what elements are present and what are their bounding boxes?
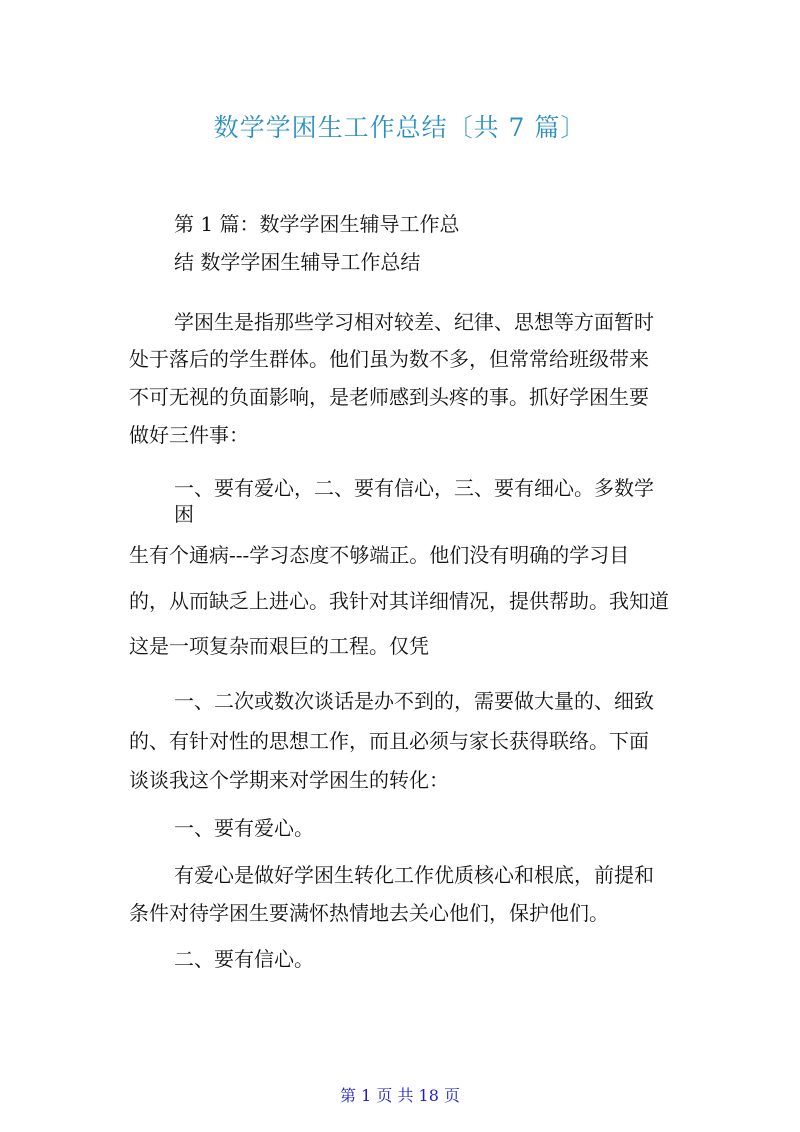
paragraph-line: 不可无视的负面影响，是老师感到头疼的事。抓好学困生要 [129,385,649,409]
section-heading-line: 第 1 篇：数学学困生辅导工作总 [174,212,460,236]
paragraph-line: 生有个通病---学习态度不够端正。他们没有明确的学习目 [129,543,630,567]
section-heading-line: 结 数学学困生辅导工作总结 [174,250,421,274]
paragraph-line: 谈谈我这个学期来对学困生的转化： [129,768,449,792]
paragraph-line: 一、要有爱心，二、要有信心，三、要有细心。多数学 [174,476,654,500]
paragraph-line: 的、有针对性的思想工作，而且必须与家长获得联络。下面 [129,729,649,753]
paragraph-line: 有爱心是做好学困生转化工作优质核心和根底，前提和 [174,863,654,887]
paragraph-line: 处于落后的学生群体。他们虽为数不多，但常常给班级带来 [129,347,649,371]
page-title: 数学学困生工作总结〔共 7 篇〕 [213,113,587,142]
paragraph-line: 困 [174,502,194,526]
paragraph-line: 学困生是指那些学习相对较差、纪律、思想等方面暂时 [174,310,654,334]
paragraph-line: 二、要有信心。 [174,947,314,971]
paragraph-line: 条件对待学困生要满怀热情地去关心他们，保护他们。 [129,901,609,925]
paragraph-line: 的，从而缺乏上进心。我针对其详细情况，提供帮助。我知道 [129,589,669,613]
page-number-footer: 第 1 页 共 18 页 [340,1086,460,1105]
paragraph-line: 这是一项复杂而艰巨的工程。仅凭 [129,634,429,658]
paragraph-line: 做好三件事： [129,423,249,447]
paragraph-line: 一、要有爱心。 [174,816,314,840]
paragraph-line: 一、二次或数次谈话是办不到的，需要做大量的、细致 [174,689,654,713]
